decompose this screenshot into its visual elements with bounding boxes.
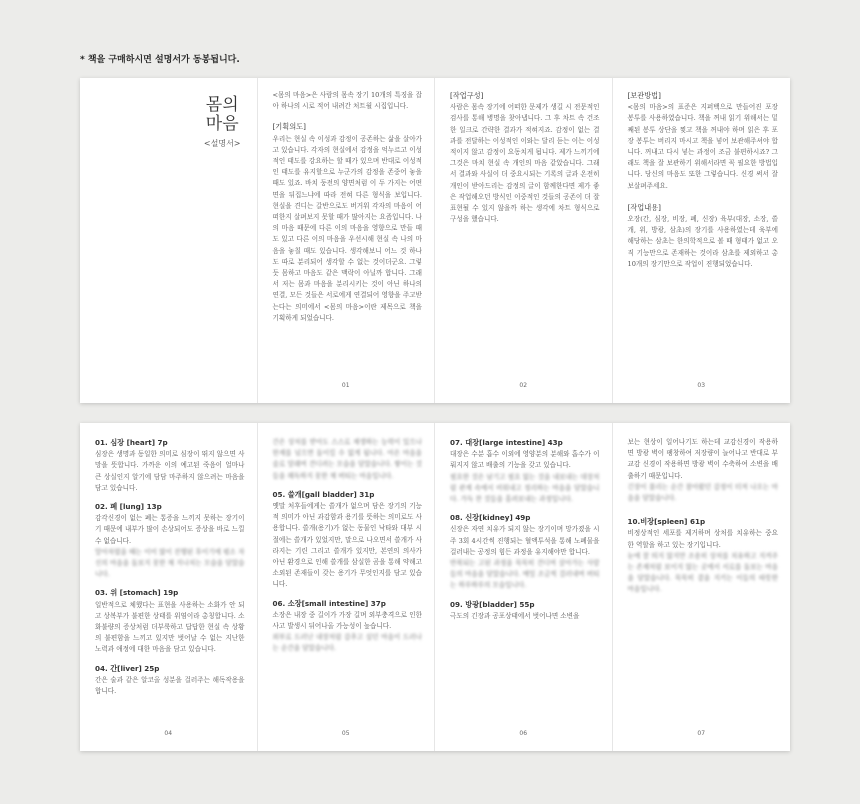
page-number: 04 [164,729,173,737]
panel-page-03 [613,78,791,403]
organ-text-gallbladder: 옛말 처후들에게는 쓸개가 없으며 담은 장기의 기능적 의미가 아닌 과감함과 용기를 뜻하는 의미로도 사용합니다. 쓸개(용기)가 없는 동물인 낙타와 대부 시절에는 쓸개가 있었지만, 말으로 나오면서 쓸개가 사라지는 기린 그리고 쓸개가 있지만, 본연의 의사가 아닌 환경으로 인해 쓸개를 삼실한 곰을 통해 약해고 소외된 존재들이 갖는 용기가 무엇인지를 담고 있습니다. [272,502,422,589]
blurred-text: 긴장이 풀리는 순간 참아왔던 감정이 터져 나오는 마음을 담았습니다. [627,482,778,503]
organ-heading-heart: 01. 심장 [heart] 7p [95,438,168,447]
page-number: 07 [697,729,706,737]
organ-text-bladder: 극도의 긴장과 공포상태에서 벗어나면 소변을 [450,611,580,620]
blurred-text: 눈에 잘 띄지 않지만 조용히 상처를 치유하고 지켜주는 존재처럼 보이지 않는 곳에서 서로를 돌보는 마음을 담았습니다. 묵묵히 곁을 지키는 이들의 따뜻한 마음입니다. [627,551,778,594]
organ-heading-kidney: 08. 신장[kidney] 49p [450,513,531,523]
intro-text: <몸의 마음>은 사람의 몸속 장기 10개의 특징을 잡아 하나의 시로 적어 내려간 처트월 시집입니다. [272,91,422,111]
cover-panel [80,78,258,403]
page-number: 05 [341,729,350,737]
panel-page-07 [613,423,791,751]
storage-heading: [보관방법] [627,91,661,100]
content-text: 오장(간, 심장, 비장, 폐, 신장) 육부(대장, 소장, 쓸개, 위, 방광, 삼초)의 장기를 사용하였는데 육부에 해당하는 삼초는 한의학적으로 볼 때 형태가 없고 오직 기능만으로 존재하는 것이라 삼초를 제외하고 총 10개의 장기만으로 작업이 진행되었습니다. [627,215,778,268]
content-heading: [작업내용] [627,202,661,212]
storage-text: <몸의 마음>의 표준은 지퍼백으로 만들어진 포장 봉투를 사용하였습니다. 책을 꺼내 읽기 위해서는 밑째된 봉투 상단을 찢고 책을 꺼내야 하며 읽은 후 포장 봉투는 버리지 마시고 책을 넣어 보관해주셔야 합니다. 꺼내고 다시 넣는 과정이 조금 불편하시죠? 그래도 책을 잘 보관하기 위해서라면 꼭 필요한 방법입니다. 당신의 마음도 또한 그렇습니다. 신경 써서 잘 보살펴주세요. [627,103,778,190]
panel-page-01 [258,78,436,403]
blurred-text: 간은 상처를 받아도 스스로 재생하는 능력이 있으나 한계를 넘으면 돌이킬 수 없게 됩니다. 아픈 마음을 술로 달래며 견디려는 모습을 담았습니다. 쌓이는 것들을 해독하지 못한 채 버티는 마음입니다. [272,438,422,480]
cover-title: 몸의 마음 [205,95,239,134]
organ-heading-bladder: 09. 방광[bladder] 55p [450,599,535,609]
organ-text-spleen: 비정상적인 세포를 제거하며 상처를 치유하는 중요한 역할을 하고 있는 장기입니다. [627,529,778,549]
organ-heading-large-intestine: 07. 대장[large intestine] 43p [450,438,563,447]
organ-heading-small-intestine: 06. 소장[small intestine] 37p [272,598,386,608]
planning-intent-text: 우리는 현실 속 이성과 감정이 공존하는 삶을 살아가고 있습니다. 각자의 현실에서 감정을 억누르고 이성적인 태도를 강요하는 할 때가 있으며 반대로 이성적인 태도를 유지할으로 누군가의 감정을 존중어 놓을 때도 있죠. 바치 둥전의 양면처럼 이 두 가지는 어떤 면을 뒤집느냐에 따라 전혀 다른 형식을 보입니다. 현실을 견디는 갈반으로도 버거워 각자의 마음이 어떠한지 살펴보지 못할 때가 많아지는 요즘입니다. 나의 마음 때문에 다른 이의 마음을 영향으로 만들 때도 있고 다른 이의 마음을 우선시해 현실 속 나의 마음을 놓칠 때도 있습니다. 생각해보니 어느 것 하나도 따로 분리되어 생각할 수 없는 것이더군요. 그렇듯 몸하고 마음도 같은 맥락이 아닐까 합니다. 그래서 저는 몸과 마음을 분리시키는 것이 아닌 하나의 연결, 모든 것들은 서로에게 연결되어 영향을 주고받는다는 의미에서 <몸의 마음>이란 제목으로 책을 기획하게 되었습니다. [272,134,422,322]
organ-heading-lung: 02. 폐 [lung] 13p [95,502,162,512]
composition-heading: [작업구성] [450,91,484,100]
organ-heading-gallbladder: 05. 쓸개[gall bladder] 31p [272,489,375,499]
page-number: 02 [519,381,528,389]
cover-subtitle: <설명서> [203,139,241,148]
blurred-text: 반복되는 고된 과정을 묵묵히 견디며 살아가는 사람들의 마음을 담았습니다. 매일 조금씩 걸러내며 버티는 하루하루의 모습입니다. [450,559,600,590]
panel-page-05 [258,423,436,751]
organ-text-kidney: 신장은 자연 치유가 되지 않는 장기이며 망가졌을 시 주 3회 4시간씩 진행되는 혈액투석을 통해 노폐물을 걸러내는 공정의 힘든 과정을 유지해야만 합니다. [450,525,600,556]
organ-heading-spleen: 10.비장[spleen] 61p [627,517,706,527]
blurred-text: 외부로 드러난 내장처럼 감추고 싶던 마음이 드러나는 순간을 담았습니다. [272,633,422,653]
panel-page-04 [80,423,258,751]
organ-text-lung: 감각신경이 없는 폐는 통증을 느끼지 못하는 장기이기 때문에 내부가 많이 손상되어도 증상을 바로 느낄 수 없습니다. [95,514,245,545]
blurred-text: 필요한 것은 남기고 필요 없는 것을 내보내는 대장처럼 관계 속에서 비워내고 정리하는 마음을 담았습니다. 가득 찬 것들을 흘려보내는 과정입니다. [450,472,600,504]
cover [204,96,241,149]
panel-page-06 [435,423,613,751]
composition-text: 사람은 몸속 장기에 어떠한 문제가 생길 시 전문적인 검사를 통해 병명을 찾아냅니다. 그 후 차트 속 건조한 일크로 간략한 결과가 적혀지죠. 감정이 없는 결과를 전달하는 이성적인 이와는 달리 듣는 이는 이성적이지 않고 감정이 요동치게 됩니다. 제가 느끼기에 그것은 마치 현실 속 개인의 마음 같았습니다. 그래서 결과와 사실이 더 중요시되는 기록의 글과 온전히 개인이 받아드리는 감정의 글이 함께한다면 제가 좋은 작업해오던 방식인 이중적인 것들의 공존이 더 잘 표현될 수 있지 않을까 하는 생각에 차트 형식으로 구성을 했습니다. [450,103,600,224]
page-number: 03 [697,381,706,389]
organ-heading-stomach: 03. 위 [stomach] 19p [95,588,179,598]
bladder-text-continued: 보는 현상이 일어나기도 하는데 교감신경이 작용하면 방광 벽이 팽창하여 저장량이 늘어나고 반대로 부교감 신경이 작용하면 방광 벽이 수축하여 소변을 배출하기 때문입니다. [627,438,778,480]
planning-intent-heading: [기획의도] [272,122,306,132]
organ-text-large-intestine: 대장은 수분 흡수 이외에 영양분의 분해와 흡수가 이뤄지지 않고 배출의 기능을 갖고 있습니다. [450,450,600,470]
purchase-notice: * 책을 구매하시면 설명서가 동봉됩니다. [80,55,240,65]
blurred-text: 알아차렸을 때는 이미 많이 진행된 후이기에 평소 자신의 마음을 돌보지 못한 채 지나치는 모습을 담았습니다. [95,547,245,579]
booklet-spread-top [80,78,790,403]
booklet-spread-bottom [80,423,790,751]
page-number: 06 [519,729,528,737]
organ-text-liver: 간은 술과 같은 알코올 성분을 걸러주는 해독작용을 합니다. [95,675,245,696]
page-number: 01 [341,381,350,389]
panel-page-02 [435,78,613,403]
organ-text-heart: 심장은 생명과 동일한 의미로 심장이 뛰지 않으면 사망을 뜻합니다. 가까운 이의 예고된 죽음이 얼마나 큰 상실인지 알기에 담담 마주하지 않으려는 마음을 담고 있습니다. [95,450,245,492]
organ-heading-liver: 04. 간[liver] 25p [95,663,160,673]
organ-text-small-intestine: 소장은 내장 중 길이가 가장 길며 외부충격으로 인한 사고 발생시 뒤어나올 가능성이 높습니다. [272,610,422,631]
organ-text-stomach: 일반적으로 체했다는 표현을 사용하는 소화가 안 되고 상복부가 불편한 상태를 위염이라 총칭합니다. 소화불량의 증상처럼 더부룩하고 답답한 현실 속 상황의 불편함을 느끼고 있지만 벗어날 수 없는 지난한 노력과 애정에 대한 마음을 담고 있습니다. [95,600,245,654]
